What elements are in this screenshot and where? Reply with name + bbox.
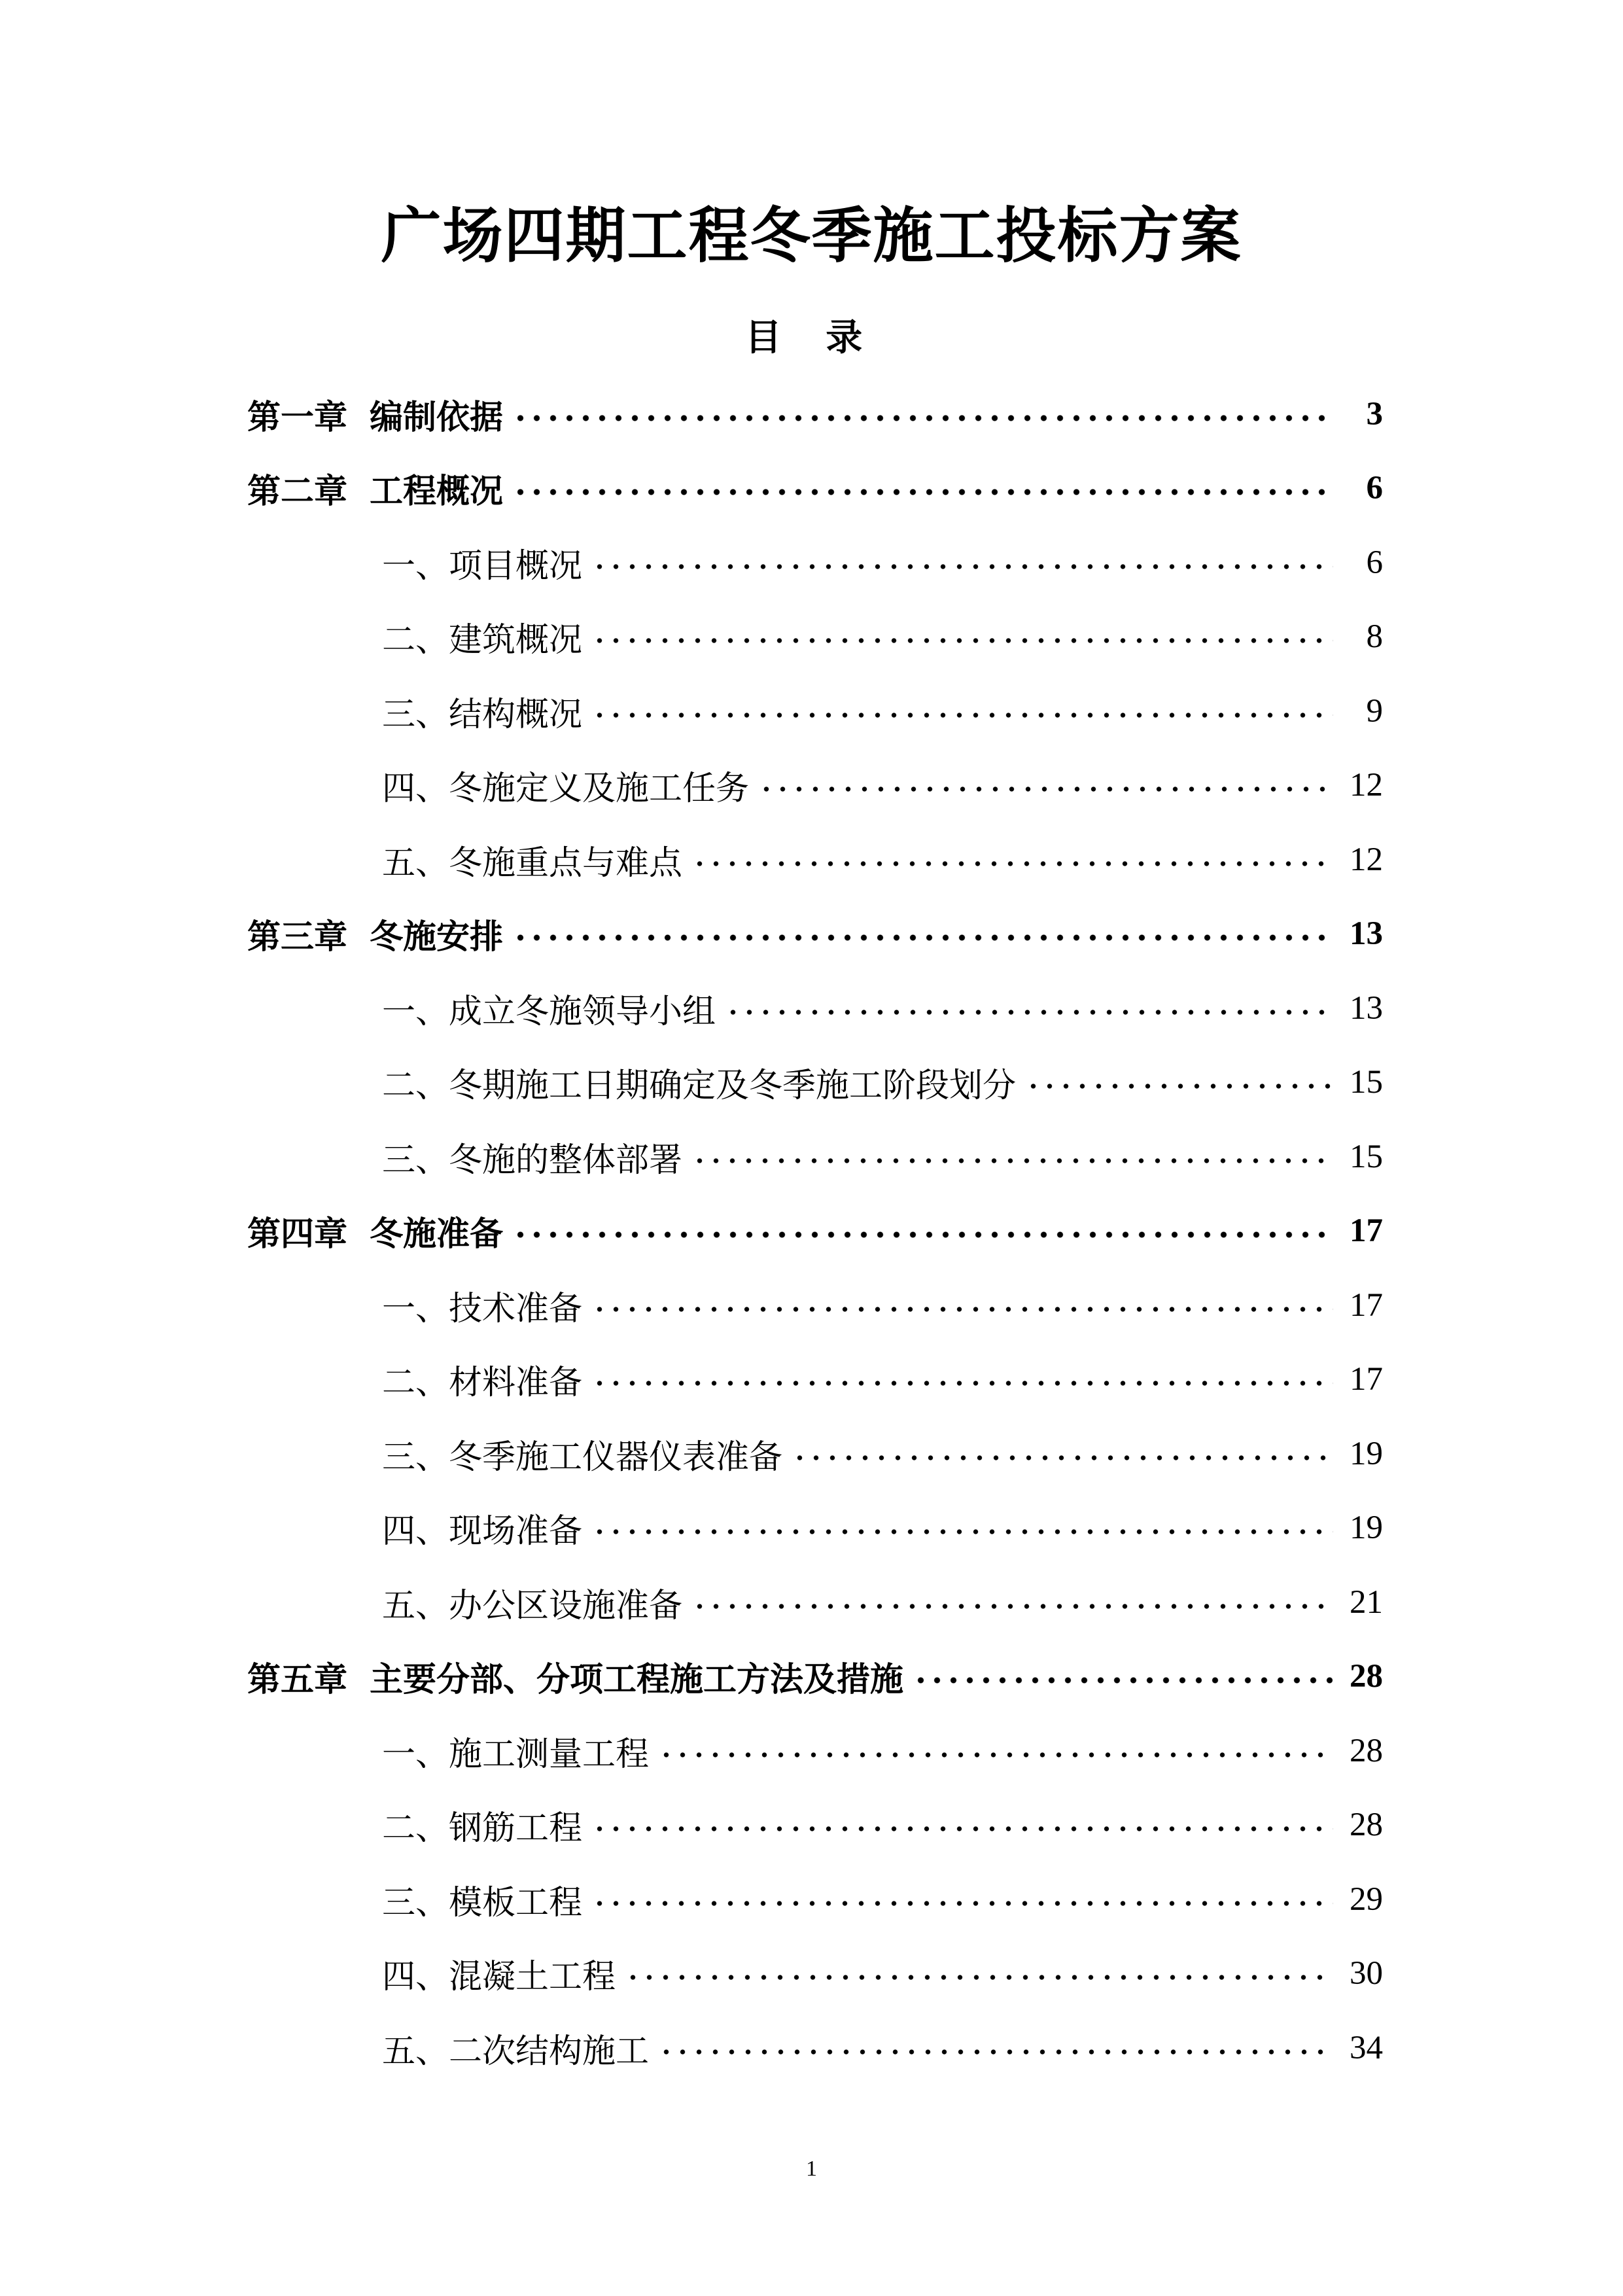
toc-entry-number: 四、 — [382, 769, 449, 809]
toc-entry-section[interactable] — [247, 1417, 1383, 1491]
toc-entry-number: 五、 — [382, 2032, 449, 2071]
toc-entry-chapter-3[interactable] — [247, 897, 1383, 972]
toc-entry-title: 现场准备 — [449, 1512, 583, 1551]
dot-leader — [591, 627, 1333, 654]
toc-entry-page: 13 — [1350, 989, 1383, 1027]
table-of-contents — [247, 377, 1383, 2085]
toc-entry-section[interactable] — [247, 822, 1383, 897]
toc-entry-title: 主要分部、分项工程施工方法及措施 — [370, 1660, 904, 1700]
dot-leader — [792, 1445, 1333, 1471]
toc-entry-section[interactable] — [247, 971, 1383, 1046]
toc-entry-number: 第一章 — [247, 397, 348, 437]
toc-entry-title: 冬施重点与难点 — [449, 843, 683, 883]
toc-entry-page: 17 — [1350, 1286, 1383, 1324]
toc-entry-page: 12 — [1350, 767, 1383, 804]
toc-entry-title: 二次结构施工 — [449, 2032, 650, 2071]
dot-leader — [591, 1370, 1333, 1396]
toc-entry-section[interactable] — [247, 674, 1383, 749]
toc-entry-title: 技术准备 — [449, 1289, 583, 1328]
toc-entry-section[interactable] — [247, 1788, 1383, 1863]
dot-leader — [913, 1667, 1333, 1693]
toc-entry-page: 17 — [1350, 1361, 1383, 1398]
toc-entry-chapter-5[interactable] — [247, 1640, 1383, 1714]
toc-entry-number: 一、 — [382, 1735, 449, 1774]
toc-entry-page: 30 — [1350, 1955, 1383, 1992]
toc-entry-chapter-4[interactable] — [247, 1194, 1383, 1269]
toc-entry-page: 3 — [1366, 395, 1383, 433]
toc-entry-page: 15 — [1350, 1138, 1383, 1175]
dot-leader — [591, 1890, 1333, 1916]
toc-entry-number: 一、 — [382, 992, 449, 1031]
toc-entry-page: 29 — [1350, 1881, 1383, 1918]
toc-entry-number: 四、 — [382, 1958, 449, 1997]
toc-entry-title: 冬施的整体部署 — [449, 1140, 683, 1180]
dot-leader — [625, 1964, 1333, 1990]
toc-entry-page: 15 — [1350, 1064, 1383, 1101]
toc-entry-title: 冬施定义及施工任务 — [449, 769, 750, 809]
toc-entry-title: 施工测量工程 — [449, 1735, 650, 1774]
dot-leader — [591, 554, 1333, 580]
toc-entry-page: 28 — [1350, 1658, 1383, 1695]
toc-entry-chapter-2[interactable] — [247, 451, 1383, 526]
toc-entry-number: 二、 — [382, 1364, 449, 1403]
toc-entry-section[interactable] — [247, 1268, 1383, 1343]
dot-leader — [512, 479, 1333, 505]
dot-leader — [658, 2039, 1333, 2065]
toc-entry-page: 28 — [1350, 1807, 1383, 1844]
toc-entry-number: 三、 — [382, 695, 449, 734]
toc-entry-section[interactable] — [247, 749, 1383, 823]
toc-entry-number: 二、 — [382, 621, 449, 660]
toc-entry-page: 6 — [1366, 544, 1383, 581]
toc-entry-number: 二、 — [382, 1809, 449, 1848]
toc-entry-chapter-1[interactable] — [247, 377, 1383, 451]
toc-entry-section[interactable] — [247, 1120, 1383, 1194]
dot-leader — [725, 999, 1333, 1025]
dot-leader — [512, 1222, 1333, 1248]
toc-entry-page: 9 — [1366, 692, 1383, 730]
toc-entry-number: 一、 — [382, 546, 449, 586]
toc-entry-page: 12 — [1350, 841, 1383, 878]
toc-entry-title: 材料准备 — [449, 1364, 583, 1403]
toc-entry-number: 五、 — [382, 843, 449, 883]
toc-entry-section[interactable] — [247, 1491, 1383, 1566]
toc-entry-number: 三、 — [382, 1438, 449, 1477]
toc-entry-number: 第五章 — [247, 1660, 348, 1700]
dot-leader — [591, 702, 1333, 728]
dot-leader — [691, 1148, 1333, 1174]
dot-leader — [658, 1742, 1333, 1768]
dot-leader — [591, 1519, 1333, 1545]
toc-entry-page: 6 — [1366, 470, 1383, 507]
toc-entry-title: 模板工程 — [449, 1883, 583, 1922]
toc-entry-number: 第二章 — [247, 472, 348, 512]
toc-entry-title: 钢筋工程 — [449, 1809, 583, 1848]
toc-entry-title: 冬施安排 — [370, 917, 504, 957]
toc-entry-number: 三、 — [382, 1883, 449, 1922]
toc-entry-page: 17 — [1350, 1212, 1383, 1250]
toc-entry-page: 28 — [1350, 1732, 1383, 1769]
dot-leader — [591, 1296, 1333, 1322]
toc-entry-title: 建筑概况 — [449, 621, 583, 660]
dot-leader — [691, 851, 1333, 877]
toc-entry-section[interactable] — [247, 1046, 1383, 1120]
toc-entry-number: 三、 — [382, 1140, 449, 1180]
toc-entry-title: 冬季施工仪器仪表准备 — [449, 1438, 783, 1477]
dot-leader — [591, 1816, 1333, 1842]
toc-entry-number: 第三章 — [247, 917, 348, 957]
toc-entry-page: 19 — [1350, 1435, 1383, 1472]
toc-entry-page: 34 — [1350, 2029, 1383, 2066]
toc-entry-title: 成立冬施领导小组 — [449, 992, 716, 1031]
toc-entry-section[interactable] — [247, 600, 1383, 675]
toc-entry-number: 五、 — [382, 1586, 449, 1625]
page-number: 1 — [806, 2157, 817, 2181]
toc-entry-title: 工程概况 — [370, 472, 504, 512]
toc-entry-title: 编制依据 — [370, 397, 504, 437]
toc-entry-title: 结构概况 — [449, 695, 583, 734]
document-title: 广场四期工程冬季施工投标方案 — [381, 200, 1242, 271]
toc-entry-page: 13 — [1350, 915, 1383, 953]
dot-leader — [1025, 1073, 1333, 1099]
toc-entry-title: 冬期施工日期确定及冬季施工阶段划分 — [449, 1067, 1017, 1106]
toc-entry-number: 一、 — [382, 1289, 449, 1328]
toc-entry-section[interactable] — [247, 1937, 1383, 2011]
toc-entry-section[interactable] — [247, 1862, 1383, 1937]
toc-entry-page: 8 — [1366, 618, 1383, 656]
toc-entry-section[interactable] — [247, 1714, 1383, 1788]
toc-entry-page: 19 — [1350, 1510, 1383, 1547]
toc-entry-number: 第四章 — [247, 1214, 348, 1254]
toc-entry-title: 办公区设施准备 — [449, 1586, 683, 1625]
toc-entry-title: 冬施准备 — [370, 1214, 504, 1254]
toc-entry-section[interactable] — [247, 1343, 1383, 1417]
toc-entry-section[interactable] — [247, 2011, 1383, 2085]
dot-leader — [691, 1593, 1333, 1619]
toc-entry-page: 21 — [1350, 1583, 1383, 1621]
dot-leader — [512, 405, 1333, 431]
toc-entry-number: 二、 — [382, 1067, 449, 1106]
toc-entry-section[interactable] — [247, 1565, 1383, 1640]
toc-entry-title: 混凝土工程 — [449, 1958, 616, 1997]
toc-entry-section[interactable] — [247, 525, 1383, 600]
toc-entry-number: 四、 — [382, 1512, 449, 1551]
toc-heading: 目 录 — [744, 316, 879, 359]
dot-leader — [758, 776, 1333, 802]
toc-entry-title: 项目概况 — [449, 546, 583, 586]
dot-leader — [512, 925, 1333, 951]
